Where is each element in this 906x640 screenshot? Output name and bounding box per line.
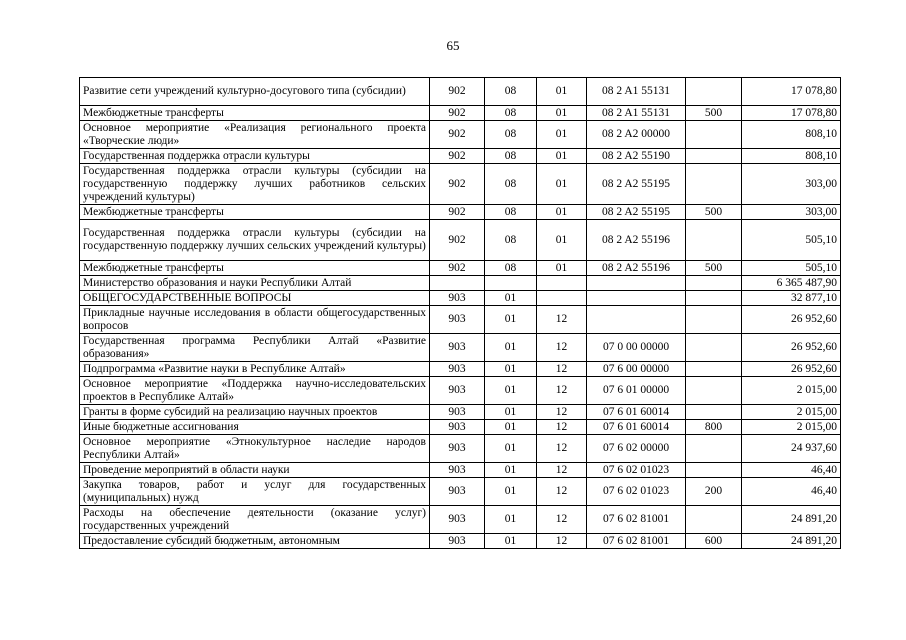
row-section: 08 [485, 164, 537, 205]
row-section: 01 [485, 506, 537, 534]
row-amount: 808,10 [742, 121, 841, 149]
row-subsection: 12 [537, 334, 587, 362]
row-ministry-code: 903 [430, 362, 485, 377]
row-section: 01 [485, 291, 537, 306]
row-name: Иные бюджетные ассигнования [80, 420, 430, 435]
row-expense-type [686, 291, 742, 306]
row-section [485, 276, 537, 291]
table-row [80, 261, 841, 276]
row-ministry-code: 903 [430, 478, 485, 506]
row-amount: 26 952,60 [742, 306, 841, 334]
row-subsection: 01 [537, 106, 587, 121]
row-subsection [537, 291, 587, 306]
table-row [80, 377, 841, 405]
row-amount: 505,10 [742, 220, 841, 261]
row-subsection: 01 [537, 261, 587, 276]
row-subsection: 12 [537, 405, 587, 420]
row-target-article: 07 6 02 01023 [587, 478, 686, 506]
row-ministry-code: 903 [430, 435, 485, 463]
row-subsection: 12 [537, 420, 587, 435]
table-row [80, 334, 841, 362]
row-section: 01 [485, 362, 537, 377]
row-section: 08 [485, 261, 537, 276]
row-target-article: 08 2 A1 55131 [587, 106, 686, 121]
row-target-article: 07 6 02 81001 [587, 534, 686, 549]
row-subsection: 01 [537, 78, 587, 106]
table-row [80, 420, 841, 435]
row-expense-type: 500 [686, 106, 742, 121]
row-amount: 17 078,80 [742, 106, 841, 121]
row-target-article: 07 6 01 60014 [587, 420, 686, 435]
row-name: Государственная поддержка отрасли культуры (субсидии на государственную поддержку лучших сельских учреждений культуры) [80, 220, 430, 261]
row-ministry-code: 903 [430, 506, 485, 534]
row-expense-type [686, 149, 742, 164]
row-ministry-code: 903 [430, 377, 485, 405]
row-subsection: 12 [537, 377, 587, 405]
table-row [80, 121, 841, 149]
row-section: 08 [485, 205, 537, 220]
row-name: Подпрограмма «Развитие науки в Республике Алтай» [80, 362, 430, 377]
row-subsection: 01 [537, 220, 587, 261]
row-name: Межбюджетные трансферты [80, 205, 430, 220]
table-row [80, 362, 841, 377]
row-expense-type: 800 [686, 420, 742, 435]
row-name: Межбюджетные трансферты [80, 261, 430, 276]
row-amount: 26 952,60 [742, 334, 841, 362]
budget-table [79, 77, 841, 549]
row-subsection: 01 [537, 205, 587, 220]
row-name: Расходы на обеспечение деятельности (оказание услуг) государственных учреждений [80, 506, 430, 534]
row-expense-type [686, 435, 742, 463]
row-amount: 32 877,10 [742, 291, 841, 306]
row-amount: 6 365 487,90 [742, 276, 841, 291]
table-row [80, 506, 841, 534]
row-subsection: 12 [537, 362, 587, 377]
page-number: 65 [446, 38, 460, 53]
row-target-article: 08 2 A2 00000 [587, 121, 686, 149]
row-target-article: 08 2 A2 55196 [587, 261, 686, 276]
row-section: 01 [485, 534, 537, 549]
row-target-article: 07 6 02 81001 [587, 506, 686, 534]
row-section: 01 [485, 377, 537, 405]
table-row [80, 164, 841, 205]
row-target-article [587, 306, 686, 334]
row-name: Закупка товаров, работ и услуг для государственных (муниципальных) нужд [80, 478, 430, 506]
table-row [80, 435, 841, 463]
row-ministry-code: 903 [430, 534, 485, 549]
row-amount: 808,10 [742, 149, 841, 164]
row-target-article: 07 6 02 01023 [587, 463, 686, 478]
row-section: 01 [485, 478, 537, 506]
row-name: Развитие сети учреждений культурно-досугового типа (субсидии) [80, 78, 430, 106]
row-expense-type [686, 121, 742, 149]
table-row [80, 149, 841, 164]
row-name: Межбюджетные трансферты [80, 106, 430, 121]
row-section: 08 [485, 106, 537, 121]
table-row [80, 106, 841, 121]
row-expense-type [686, 220, 742, 261]
row-ministry-code: 903 [430, 405, 485, 420]
row-target-article: 08 2 A2 55190 [587, 149, 686, 164]
row-expense-type: 500 [686, 261, 742, 276]
table-row [80, 478, 841, 506]
row-name: Гранты в форме субсидий на реализацию научных проектов [80, 405, 430, 420]
row-section: 08 [485, 78, 537, 106]
row-amount: 17 078,80 [742, 78, 841, 106]
row-subsection: 12 [537, 435, 587, 463]
table-row [80, 306, 841, 334]
row-amount: 26 952,60 [742, 362, 841, 377]
row-expense-type [686, 405, 742, 420]
table-row [80, 405, 841, 420]
row-target-article: 07 6 00 00000 [587, 362, 686, 377]
row-amount: 24 937,60 [742, 435, 841, 463]
row-subsection [537, 276, 587, 291]
row-section: 08 [485, 121, 537, 149]
row-ministry-code: 902 [430, 205, 485, 220]
row-expense-type [686, 164, 742, 205]
row-name: Предоставление субсидий бюджетным, автономным [80, 534, 430, 549]
row-subsection: 12 [537, 534, 587, 549]
row-amount: 2 015,00 [742, 405, 841, 420]
row-amount: 2 015,00 [742, 377, 841, 405]
row-target-article: 08 2 A2 55195 [587, 205, 686, 220]
row-subsection: 01 [537, 164, 587, 205]
row-target-article: 08 2 A2 55195 [587, 164, 686, 205]
row-ministry-code: 902 [430, 164, 485, 205]
row-section: 01 [485, 420, 537, 435]
table-row [80, 78, 841, 106]
row-amount: 46,40 [742, 478, 841, 506]
row-target-article: 07 6 01 60014 [587, 405, 686, 420]
row-subsection: 12 [537, 463, 587, 478]
row-section: 08 [485, 149, 537, 164]
table-row [80, 205, 841, 220]
row-target-article: 08 2 A2 55196 [587, 220, 686, 261]
row-expense-type: 200 [686, 478, 742, 506]
row-target-article: 07 0 00 00000 [587, 334, 686, 362]
row-expense-type [686, 377, 742, 405]
row-name: Государственная поддержка отрасли культуры (субсидии на государственную поддержку лучших работников сельских учреждений культуры) [80, 164, 430, 205]
row-ministry-code: 902 [430, 261, 485, 276]
table-row [80, 463, 841, 478]
row-ministry-code: 902 [430, 106, 485, 121]
row-section: 08 [485, 220, 537, 261]
row-name: Министерство образования и науки Республики Алтай [80, 276, 430, 291]
row-expense-type: 500 [686, 205, 742, 220]
row-ministry-code: 902 [430, 121, 485, 149]
table-row [80, 220, 841, 261]
row-name: Основное мероприятие «Этнокультурное наследие народов Республики Алтай» [80, 435, 430, 463]
row-section: 01 [485, 435, 537, 463]
row-amount: 24 891,20 [742, 534, 841, 549]
row-expense-type: 600 [686, 534, 742, 549]
row-name: ОБЩЕГОСУДАРСТВЕННЫЕ ВОПРОСЫ [80, 291, 430, 306]
row-target-article: 07 6 01 00000 [587, 377, 686, 405]
row-ministry-code: 903 [430, 334, 485, 362]
row-expense-type [686, 78, 742, 106]
row-subsection: 01 [537, 149, 587, 164]
row-amount: 303,00 [742, 164, 841, 205]
row-amount: 46,40 [742, 463, 841, 478]
row-section: 01 [485, 334, 537, 362]
row-name: Основное мероприятие «Поддержка научно-исследовательских проектов в Республике Алтай» [80, 377, 430, 405]
row-name: Государственная поддержка отрасли культуры [80, 149, 430, 164]
row-section: 01 [485, 463, 537, 478]
table-row [80, 276, 841, 291]
row-expense-type [686, 306, 742, 334]
row-name: Проведение мероприятий в области науки [80, 463, 430, 478]
row-amount: 24 891,20 [742, 506, 841, 534]
row-name: Прикладные научные исследования в области общегосударственных вопросов [80, 306, 430, 334]
row-subsection: 12 [537, 306, 587, 334]
row-expense-type [686, 276, 742, 291]
row-amount: 505,10 [742, 261, 841, 276]
row-ministry-code: 903 [430, 420, 485, 435]
row-ministry-code: 903 [430, 463, 485, 478]
row-subsection: 12 [537, 478, 587, 506]
row-amount: 303,00 [742, 205, 841, 220]
row-ministry-code: 903 [430, 291, 485, 306]
row-target-article: 07 6 02 00000 [587, 435, 686, 463]
row-target-article [587, 291, 686, 306]
table-row [80, 534, 841, 549]
row-amount: 2 015,00 [742, 420, 841, 435]
row-name: Основное мероприятие «Реализация регионального проекта «Творческие люди» [80, 121, 430, 149]
row-name: Государственная программа Республики Алтай «Развитие образования» [80, 334, 430, 362]
row-expense-type [686, 506, 742, 534]
row-target-article [587, 276, 686, 291]
row-subsection: 12 [537, 506, 587, 534]
row-expense-type [686, 334, 742, 362]
row-ministry-code: 902 [430, 78, 485, 106]
row-ministry-code: 902 [430, 149, 485, 164]
row-ministry-code: 903 [430, 306, 485, 334]
row-subsection: 01 [537, 121, 587, 149]
row-target-article: 08 2 A1 55131 [587, 78, 686, 106]
row-ministry-code [430, 276, 485, 291]
row-expense-type [686, 463, 742, 478]
row-ministry-code: 902 [430, 220, 485, 261]
table-row [80, 291, 841, 306]
row-expense-type [686, 362, 742, 377]
row-section: 01 [485, 306, 537, 334]
row-section: 01 [485, 405, 537, 420]
